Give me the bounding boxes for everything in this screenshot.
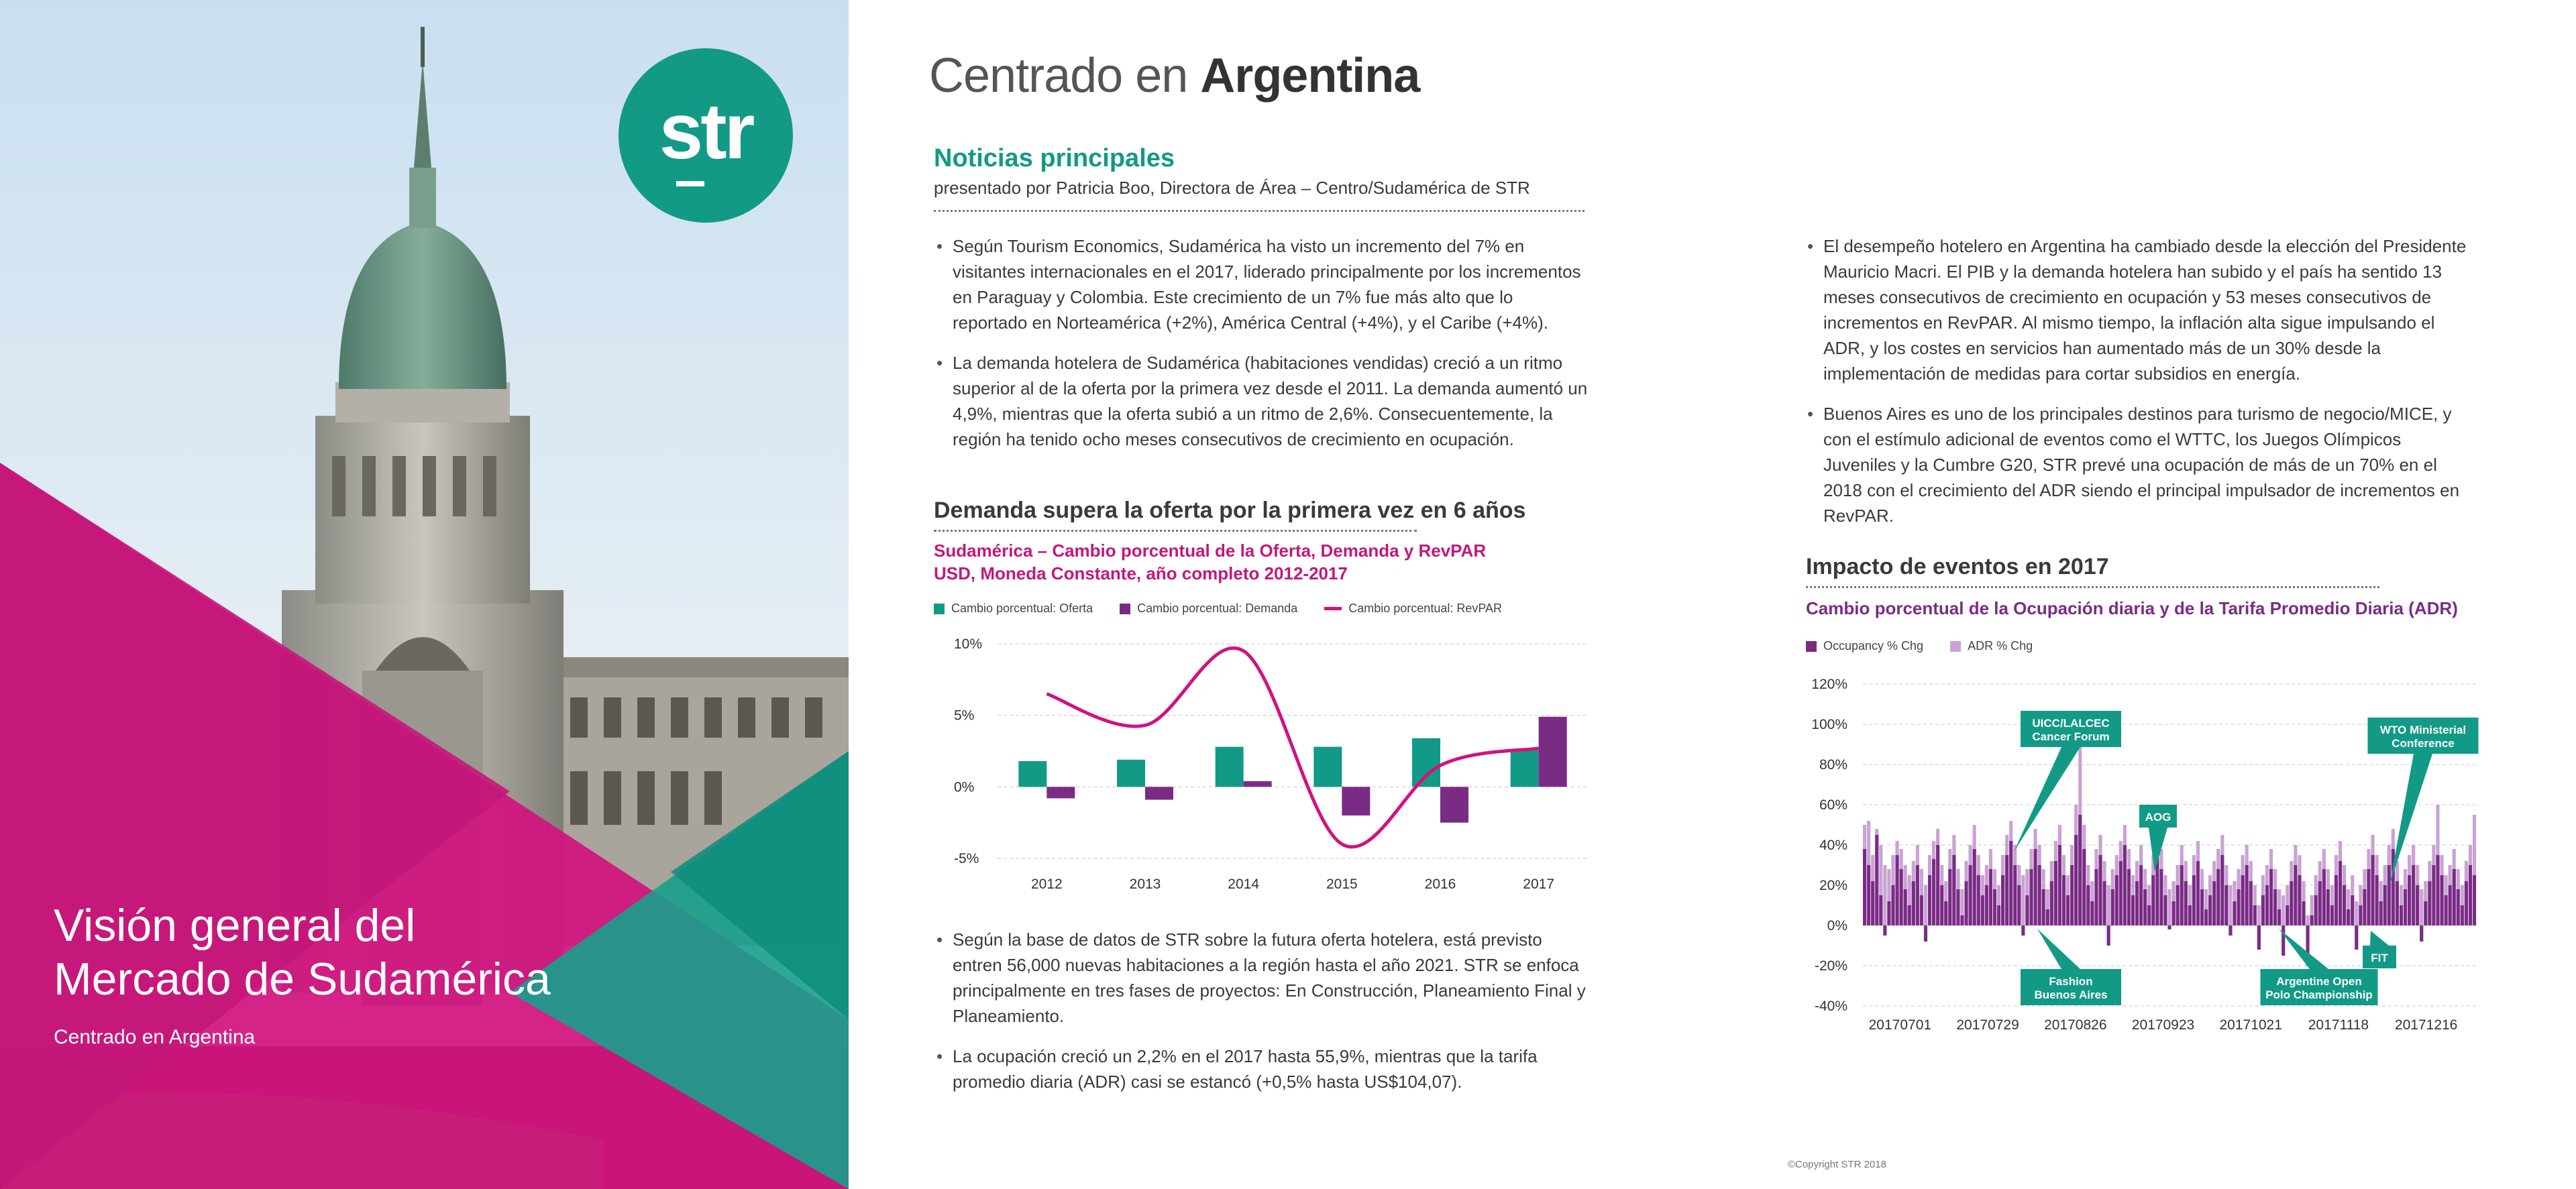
bar-occupancy xyxy=(2005,855,2008,925)
callout-label: Argentine Open xyxy=(2276,975,2362,988)
bar-occupancy xyxy=(1871,881,1874,925)
bar-occupancy xyxy=(2046,909,2049,925)
bar-occupancy xyxy=(2131,895,2135,925)
bar-adr xyxy=(2107,885,2110,925)
callout-label: UICC/LALCEC xyxy=(2032,717,2110,730)
bar-occupancy xyxy=(2034,849,2037,925)
bar-occupancy xyxy=(2286,905,2289,925)
bar-occupancy xyxy=(1908,905,1911,925)
bar-occupancy xyxy=(2050,881,2053,925)
bar-adr xyxy=(1924,885,1927,925)
bar-occupancy xyxy=(2257,925,2261,950)
bar-occupancy xyxy=(1932,859,1935,925)
x-tick-label: 20170826 xyxy=(2044,1017,2107,1033)
bar-occupancy xyxy=(2355,925,2358,950)
y-tick-label: 0% xyxy=(954,779,975,795)
bar-occupancy xyxy=(2086,885,2090,925)
bar-occupancy xyxy=(2233,901,2236,925)
bar-occupancy xyxy=(2074,835,2078,925)
bar-occupancy xyxy=(1879,895,1882,925)
bar-occupancy xyxy=(2115,875,2118,925)
y-tick-label: 80% xyxy=(1819,757,1847,773)
callout-pointer xyxy=(2037,929,2080,969)
legend-item-demanda: Cambio porcentual: Demanda xyxy=(1120,602,1297,616)
divider xyxy=(1806,586,2379,588)
bar-occupancy xyxy=(2082,849,2086,925)
bar-occupancy xyxy=(2172,901,2176,925)
bar-occupancy xyxy=(2310,915,2314,925)
callout-label: Cancer Forum xyxy=(2032,730,2110,743)
bar-occupancy xyxy=(2339,861,2342,925)
bar-demanda xyxy=(1145,787,1173,799)
callout-label: WTO Ministerial xyxy=(2379,724,2467,736)
bar-occupancy xyxy=(1920,895,1923,925)
legend-swatch xyxy=(934,604,945,614)
legend-item-revpar: Cambio porcentual: RevPAR xyxy=(1324,602,1502,616)
legend-swatch xyxy=(1120,604,1130,614)
bar-occupancy xyxy=(1895,855,1898,925)
bar-demanda xyxy=(1539,717,1567,787)
bar-occupancy xyxy=(2453,869,2456,925)
chart2-title: Impacto de eventos en 2017 xyxy=(1806,554,2109,579)
chart1-legend xyxy=(934,602,1529,616)
bar-occupancy xyxy=(2127,869,2131,925)
bar-occupancy xyxy=(1944,901,1947,925)
bar-occupancy xyxy=(2277,909,2281,925)
legend-item-oferta: Cambio porcentual: Oferta xyxy=(934,602,1093,616)
bar-occupancy xyxy=(2473,875,2476,925)
callout-label: Fashion xyxy=(2049,975,2093,988)
bar-occupancy xyxy=(2204,909,2208,925)
bar-occupancy xyxy=(2245,865,2249,925)
bar-occupancy xyxy=(2241,875,2245,925)
bar-occupancy xyxy=(2298,875,2301,925)
bar-adr xyxy=(2306,915,2309,925)
bar-occupancy xyxy=(2151,875,2155,925)
callout-label: Polo Championship xyxy=(2265,988,2373,1001)
bar-occupancy xyxy=(2058,845,2061,925)
bar-occupancy xyxy=(2457,889,2460,925)
bar-occupancy xyxy=(2180,865,2184,925)
bar-occupancy xyxy=(2119,861,2123,925)
x-tick-label: 2012 xyxy=(1030,876,1063,892)
bullet-list-left-bottom xyxy=(934,927,1591,1109)
list-item: • Según Tourism Economics, Sudamérica ha visto un incremento del 7% en visitantes internacionales en el 2017, liderado principalmente por los incrementos en Paraguay y Colombia. Este crecimiento de un 7% fue más alto que lo reportado en Norteamérica (+2%), América Central (+4%), y el Caribe (+4%). xyxy=(934,233,1591,335)
bar-occupancy xyxy=(1883,925,1886,936)
y-tick-label: -5% xyxy=(954,851,979,866)
bar-occupancy xyxy=(2042,889,2045,925)
bar-occupancy xyxy=(2469,865,2472,925)
y-tick-label: 60% xyxy=(1819,797,1847,813)
bar-occupancy xyxy=(2253,905,2257,925)
bar-occupancy xyxy=(2314,895,2318,925)
list-item: • El desempeño hotelero en Argentina ha cambiado desde la elección del Presidente Mauricio Macri. El PIB y la demanda hotelera han subido y el país ha sentido 13 meses consecutivos de crecimiento en ocupación y 53 meses consecutivos de incrementos en RevPAR. Al mismo tiempo, la inflación alta sigue impulsando el ADR, y los costes en servicios han aumentado más de un 30% desde la implementación de medidas para cortar subsidios en energía. xyxy=(1805,233,2475,386)
bar-occupancy xyxy=(1924,925,1927,942)
bar-oferta xyxy=(1018,761,1046,787)
bar-oferta xyxy=(1117,760,1145,787)
bar-occupancy xyxy=(1952,855,1955,925)
bar-occupancy xyxy=(2107,925,2110,946)
chart2-subtitle: Cambio porcentual de la Ocupación diaria y de la Tarifa Promedio Diaria (ADR) xyxy=(1806,598,2458,618)
x-tick-label: 20171118 xyxy=(2308,1017,2369,1033)
bar-occupancy xyxy=(2090,901,2094,925)
bar-occupancy xyxy=(2009,841,2012,925)
bar-occupancy xyxy=(1863,849,1866,925)
bar-occupancy xyxy=(2159,869,2163,925)
str-logo: str xyxy=(619,48,793,223)
y-tick-label: 20% xyxy=(1819,878,1847,893)
bar-occupancy xyxy=(2412,865,2415,925)
news-heading: Noticias principales xyxy=(934,144,1175,172)
bar-occupancy xyxy=(2302,901,2305,925)
bar-occupancy xyxy=(1948,869,1951,925)
legend-item-occupancy: Occupancy % Chg xyxy=(1806,639,1923,653)
x-tick-label: 2014 xyxy=(1228,876,1260,892)
bar-occupancy xyxy=(2021,925,2025,936)
bar-occupancy xyxy=(2371,855,2374,925)
bar-occupancy xyxy=(1936,845,1939,925)
bar-occupancy xyxy=(2066,895,2070,925)
bar-occupancy xyxy=(2013,865,2017,925)
bar-occupancy xyxy=(2098,855,2102,925)
bar-occupancy xyxy=(2029,869,2033,925)
bar-occupancy xyxy=(1981,895,1984,925)
bar-occupancy xyxy=(2396,881,2399,925)
bar-occupancy xyxy=(1900,869,1903,925)
bar-oferta xyxy=(1313,747,1342,787)
callout-label: Buenos Aires xyxy=(2034,988,2108,1001)
bar-occupancy xyxy=(2196,861,2200,925)
bar-occupancy xyxy=(2111,889,2114,925)
bar-occupancy xyxy=(1977,875,1980,925)
bar-occupancy xyxy=(2192,875,2196,925)
bar-occupancy xyxy=(2188,905,2192,925)
bar-occupancy xyxy=(2224,885,2228,925)
bar-occupancy xyxy=(2449,885,2452,925)
callout-label: AOG xyxy=(2145,811,2171,824)
bar-occupancy xyxy=(1904,889,1907,925)
bar-occupancy xyxy=(1989,869,1992,925)
bar-occupancy xyxy=(2208,895,2212,925)
bar-occupancy xyxy=(2261,895,2265,925)
bar-adr xyxy=(2021,875,2025,925)
page-title: Centrado en Argentina xyxy=(929,49,1420,103)
legend-item-adr: ADR % Chg xyxy=(1950,639,2033,653)
bar-occupancy xyxy=(2167,925,2171,929)
bar-occupancy xyxy=(2445,895,2448,925)
bar-occupancy xyxy=(2363,889,2366,925)
bar-occupancy xyxy=(2428,881,2431,925)
bar-occupancy xyxy=(2078,815,2082,925)
bar-occupancy xyxy=(2343,885,2346,925)
y-tick-label: 10% xyxy=(954,636,983,652)
bar-occupancy xyxy=(2038,865,2041,925)
bar-occupancy xyxy=(2367,869,2370,925)
bar-occupancy xyxy=(1973,849,1976,925)
y-tick-label: -40% xyxy=(1814,999,1847,1014)
bar-occupancy xyxy=(2017,885,2021,925)
bar-occupancy xyxy=(1956,889,1960,925)
bar-occupancy xyxy=(2062,875,2065,925)
callout-pointer xyxy=(2014,747,2080,852)
bar-occupancy xyxy=(2265,885,2269,925)
bar-occupancy xyxy=(2408,875,2411,925)
bar-occupancy xyxy=(2269,869,2273,925)
bar-demanda xyxy=(1046,787,1075,798)
bar-occupancy xyxy=(2054,861,2057,925)
x-tick-label: 20171021 xyxy=(2219,1017,2282,1033)
bar-occupancy xyxy=(1964,881,1968,925)
news-byline: presentado por Patricia Boo, Directora de Área – Centro/Sudamérica de STR xyxy=(934,178,1530,198)
bar-occupancy xyxy=(2400,905,2403,925)
x-tick-label: 20170729 xyxy=(1956,1017,2019,1033)
bar-occupancy xyxy=(2461,905,2464,925)
bar-occupancy xyxy=(2237,889,2240,925)
bar-occupancy xyxy=(2404,889,2407,925)
chart1-title: Demanda supera la oferta por la primera vez en 6 años xyxy=(934,498,1526,523)
bar-occupancy xyxy=(1875,835,1878,925)
bar-occupancy xyxy=(2359,905,2362,925)
bar-occupancy xyxy=(2351,895,2354,925)
bar-occupancy xyxy=(1887,901,1890,925)
cover-subtitle: Centrado en Argentina xyxy=(54,1026,256,1048)
chart2-legend xyxy=(1806,639,2059,653)
bar-occupancy xyxy=(2440,875,2443,925)
bar-occupancy xyxy=(2001,875,2004,925)
x-tick-label: 2015 xyxy=(1326,876,1358,892)
bar-occupancy xyxy=(1969,865,1972,925)
bullet-list-right xyxy=(1805,233,2475,543)
bar-occupancy xyxy=(1928,875,1931,925)
bar-demanda xyxy=(1342,787,1370,815)
divider xyxy=(934,210,1585,212)
bar-occupancy xyxy=(2383,885,2387,925)
y-tick-label: 40% xyxy=(1819,838,1847,853)
bar-occupancy xyxy=(2347,909,2350,925)
chart1-svg xyxy=(934,630,1598,899)
y-tick-label: 120% xyxy=(1811,677,1847,692)
y-tick-label: 0% xyxy=(1827,918,1847,933)
bar-occupancy xyxy=(2432,865,2435,925)
y-tick-label: 100% xyxy=(1811,717,1847,732)
list-item: • Buenos Aires es uno de los principales destinos para turismo de negocio/MICE, y con el estímulo adicional de eventos como el WTTC, los Juegos Olímpicos Juveniles y la Cumbre G20, STR prevé una ocupación de más de un 70% en el 2018 con el crecimiento del ADR siendo el principal impulsador de incrementos en RevPAR. xyxy=(1805,401,2475,528)
bar-occupancy xyxy=(2176,885,2180,925)
bar-occupancy xyxy=(2139,865,2143,925)
bar-occupancy xyxy=(2163,895,2167,925)
bar-adr xyxy=(2420,889,2423,925)
list-item: • Según la base de datos de STR sobre la futura oferta hotelera, está previsto entren 56,000 nuevas habitaciones a la región hasta el año 2021. STR se enfoca principalmente en tres fases de proyectos: En Construcción, Planeamiento Final y Planeamiento. xyxy=(934,927,1591,1029)
bar-occupancy xyxy=(1891,885,1894,925)
bar-occupancy xyxy=(1912,881,1915,925)
bar-occupancy xyxy=(2220,855,2224,925)
bar-occupancy xyxy=(1997,905,2000,925)
chart2-svg xyxy=(1806,664,2483,1039)
bar-occupancy xyxy=(2436,855,2439,925)
bar-occupancy xyxy=(1867,865,1870,925)
bar-adr xyxy=(1883,865,1886,925)
bullet-list-left-top xyxy=(934,233,1591,467)
list-item: • La ocupación creció un 2,2% en el 2017 hasta 55,9%, mientras que la tarifa promedio diaria (ADR) casi se estancó (+0,5% hasta US$104,07). xyxy=(934,1043,1591,1094)
bar-occupancy xyxy=(2290,881,2293,925)
bar-occupancy xyxy=(2135,881,2139,925)
bar-adr xyxy=(2282,895,2285,925)
bar-occupancy xyxy=(2379,901,2383,925)
divider xyxy=(934,530,1417,532)
bar-adr xyxy=(2257,905,2261,925)
callout-label: FIT xyxy=(2371,952,2388,964)
bar-occupancy xyxy=(2229,925,2232,936)
bar-occupancy xyxy=(1993,889,1996,925)
legend-swatch xyxy=(1806,641,1817,652)
callout-pointer xyxy=(2370,931,2389,946)
bar-occupancy xyxy=(2273,889,2277,925)
callout-pointer xyxy=(2279,929,2328,969)
bar-occupancy xyxy=(2420,925,2423,942)
bar-occupancy xyxy=(1960,915,1964,925)
bar-occupancy xyxy=(2330,905,2334,925)
bar-occupancy xyxy=(1985,885,1988,925)
callout-label: Conference xyxy=(2392,737,2455,750)
x-tick-label: 20171216 xyxy=(2394,1017,2458,1033)
y-tick-label: 5% xyxy=(954,707,975,724)
bar-oferta xyxy=(1216,747,1244,787)
bar-occupancy xyxy=(2282,925,2285,956)
bar-demanda xyxy=(1244,781,1272,787)
bar-occupancy xyxy=(2334,875,2338,925)
bar-oferta xyxy=(1511,750,1539,787)
bar-occupancy xyxy=(2318,881,2322,925)
bar-occupancy xyxy=(2025,895,2029,925)
bar-occupancy xyxy=(1940,885,1943,925)
cover-title: Visión general del Mercado de Sudamérica xyxy=(54,900,551,1005)
bar-adr xyxy=(2229,885,2232,925)
legend-swatch xyxy=(1324,607,1342,610)
x-tick-label: 2013 xyxy=(1129,876,1161,892)
bar-occupancy xyxy=(2212,881,2216,925)
bar-oferta xyxy=(1412,738,1440,787)
bar-occupancy xyxy=(2416,885,2419,925)
chart1-subtitle: Sudamérica – Cambio porcentual de la Oferta, Demanda y RevPAR USD, Moneda Constante, año completo 2012-2017 xyxy=(934,541,1487,583)
x-tick-label: 2017 xyxy=(1523,876,1555,892)
bar-occupancy xyxy=(2424,901,2427,925)
bar-occupancy xyxy=(2070,865,2074,925)
bar-occupancy xyxy=(2184,881,2188,925)
bar-occupancy xyxy=(2200,889,2204,925)
bar-occupancy xyxy=(2326,889,2330,925)
bar-occupancy xyxy=(2322,869,2326,925)
bar-occupancy xyxy=(1916,865,1919,925)
bar-adr xyxy=(2355,901,2358,925)
bar-occupancy xyxy=(2216,869,2220,925)
bar-occupancy xyxy=(2143,889,2147,925)
legend-swatch xyxy=(1950,641,1961,652)
bar-occupancy xyxy=(2147,905,2151,925)
x-tick-label: 20170923 xyxy=(2131,1017,2195,1033)
bar-occupancy xyxy=(2387,865,2391,925)
x-tick-label: 20170701 xyxy=(1868,1017,1932,1033)
bar-occupancy xyxy=(2103,881,2106,925)
bar-demanda xyxy=(1440,787,1468,822)
bar-occupancy xyxy=(2123,845,2127,925)
copyright: ©Copyright STR 2018 xyxy=(1788,1159,1886,1170)
bar-adr xyxy=(2167,889,2171,925)
y-tick-label: -20% xyxy=(1814,958,1847,974)
x-tick-label: 2016 xyxy=(1424,876,1456,892)
bar-occupancy xyxy=(2094,869,2098,925)
bar-occupancy xyxy=(2249,881,2253,925)
cover-panel xyxy=(0,0,849,1189)
list-item: • La demanda hotelera de Sudamérica (habitaciones vendidas) creció a un ritmo superior al de la oferta por la primera vez desde el 2011. La demanda aumentó un 4,9%, mientras que la oferta subió a un ritmo de 2,6%. Consecuentemente, la región ha tenido ocho meses consecutivos de crecimiento en ocupación. xyxy=(934,350,1591,452)
bar-occupancy xyxy=(2465,881,2468,925)
bar-occupancy xyxy=(2294,865,2297,925)
bar-occupancy xyxy=(2375,875,2379,925)
